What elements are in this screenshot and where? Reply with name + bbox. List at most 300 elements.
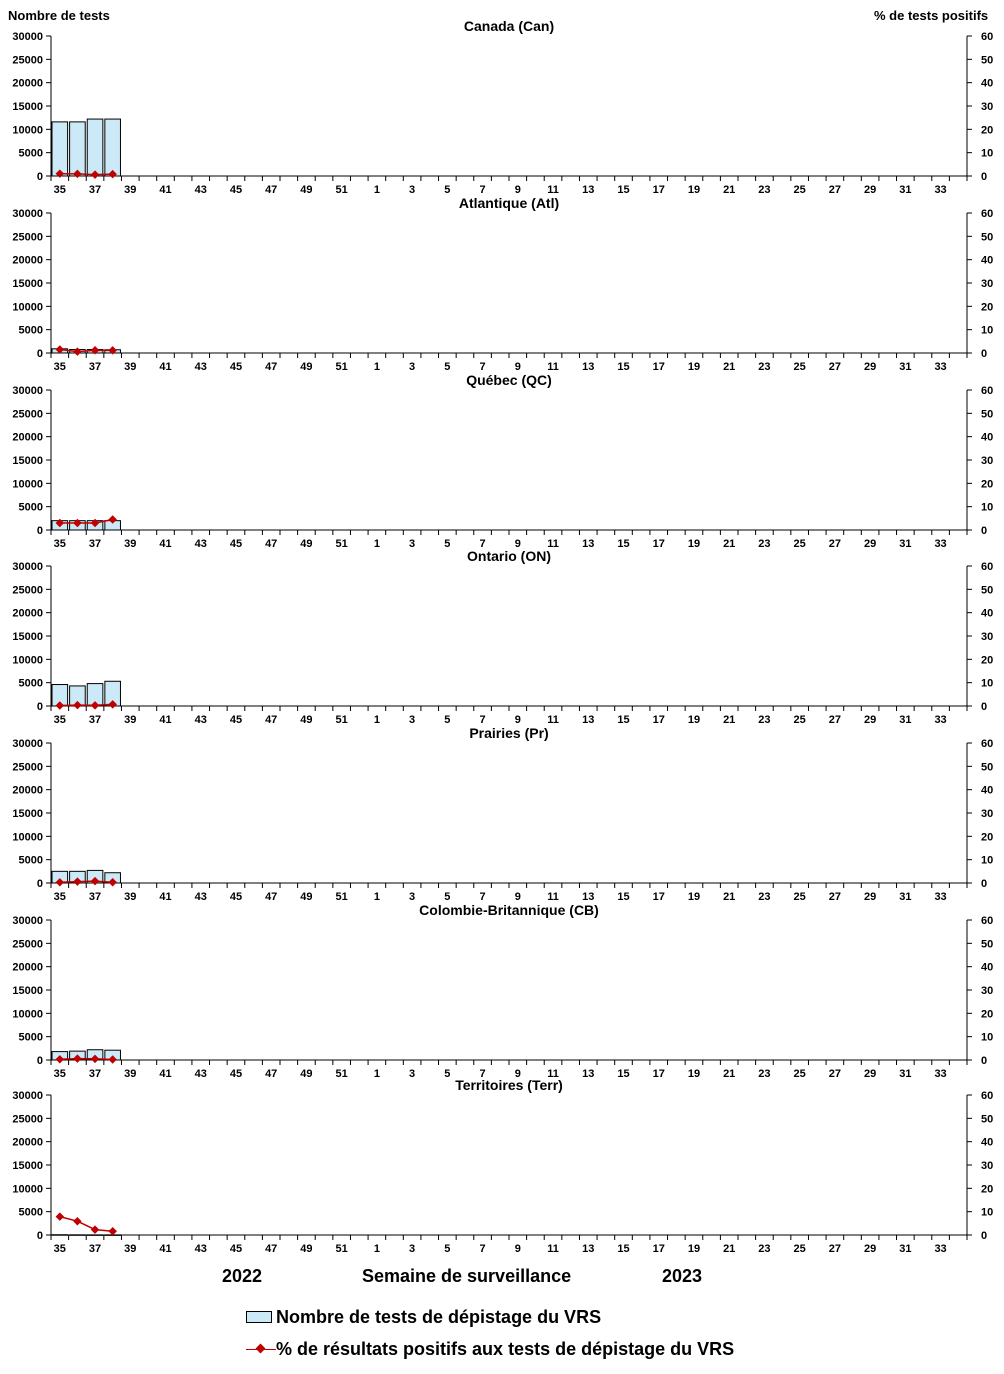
x-tick-label: 7 bbox=[479, 538, 486, 550]
y-right-tick-label: 60 bbox=[981, 208, 994, 220]
x-tick-label: 45 bbox=[229, 361, 243, 373]
x-tick-label: 23 bbox=[758, 1068, 771, 1080]
x-tick-label: 39 bbox=[124, 891, 137, 903]
y-left-tick-label: 30000 bbox=[12, 1090, 43, 1102]
x-tick-label: 5 bbox=[444, 538, 451, 550]
y-right-tick-label: 10 bbox=[981, 147, 994, 160]
y-right-tick-label: 20 bbox=[981, 301, 994, 314]
x-tick-label: 51 bbox=[335, 1243, 348, 1255]
y-right-tick-label: 60 bbox=[981, 385, 994, 397]
y-left-tick-label: 5000 bbox=[18, 854, 43, 867]
y-right-tick-label: 0 bbox=[981, 1230, 988, 1242]
x-tick-label: 9 bbox=[514, 891, 521, 903]
y-right-tick-label: 10 bbox=[981, 501, 994, 514]
x-tick-label: 25 bbox=[793, 891, 806, 903]
y-left-tick-label: 10000 bbox=[12, 1008, 43, 1021]
x-tick-label: 39 bbox=[124, 538, 137, 550]
panel-3 bbox=[12, 548, 993, 726]
y-right-tick-label: 40 bbox=[981, 254, 994, 267]
y-left-tick-label: 30000 bbox=[12, 915, 43, 927]
x-tick-label: 47 bbox=[265, 714, 278, 726]
x-tick-label: 17 bbox=[652, 184, 665, 196]
x-tick-label: 15 bbox=[617, 891, 630, 903]
x-tick-label: 43 bbox=[194, 891, 207, 903]
x-tick-label: 15 bbox=[617, 714, 630, 726]
x-tick-label: 25 bbox=[793, 1243, 806, 1255]
positivity-line bbox=[60, 1217, 113, 1232]
legend bbox=[246, 1304, 734, 1368]
x-tick-label: 13 bbox=[582, 714, 595, 726]
y-left-tick-label: 15000 bbox=[12, 985, 43, 997]
x-tick-label: 7 bbox=[479, 714, 486, 726]
x-tick-label: 5 bbox=[444, 714, 451, 726]
y-right-tick-label: 60 bbox=[981, 738, 994, 750]
x-tick-label: 45 bbox=[229, 714, 243, 726]
y-left-tick-label: 30000 bbox=[12, 31, 43, 43]
x-tick-label: 35 bbox=[53, 891, 66, 903]
panel-title: Ontario (ON) bbox=[467, 548, 551, 564]
y-left-tick-label: 15000 bbox=[12, 278, 43, 290]
x-tick-label: 13 bbox=[582, 538, 595, 550]
positivity-line bbox=[60, 1059, 113, 1060]
x-tick-label: 43 bbox=[194, 1243, 207, 1255]
x-tick-label: 19 bbox=[687, 184, 701, 196]
x-tick-label: 17 bbox=[652, 1243, 665, 1255]
x-tick-label: 13 bbox=[582, 361, 595, 373]
x-tick-label: 13 bbox=[582, 184, 595, 196]
year-2022-label: 2022 bbox=[222, 1266, 263, 1286]
panel-title: Territoires (Terr) bbox=[455, 1077, 563, 1093]
y-left-tick-label: 25000 bbox=[12, 231, 43, 244]
bar bbox=[70, 122, 86, 176]
x-tick-label: 37 bbox=[88, 538, 102, 550]
y-right-tick-label: 40 bbox=[981, 77, 994, 90]
y-right-tick-label: 10 bbox=[981, 677, 994, 690]
x-tick-label: 25 bbox=[793, 714, 806, 726]
panel-title: Atlantique (Atl) bbox=[458, 195, 560, 211]
x-tick-label: 11 bbox=[547, 714, 559, 726]
y-left-tick-label: 15000 bbox=[12, 1160, 43, 1172]
x-tick-label: 3 bbox=[409, 538, 416, 550]
x-tick-label: 25 bbox=[793, 361, 806, 373]
x-tick-label: 21 bbox=[723, 538, 736, 550]
x-tick-label: 23 bbox=[758, 1243, 771, 1255]
x-tick-label: 11 bbox=[547, 891, 559, 903]
positivity-point bbox=[108, 1227, 116, 1235]
x-tick-label: 51 bbox=[335, 361, 348, 373]
x-tick-label: 17 bbox=[652, 714, 665, 726]
positivity-point bbox=[91, 1225, 99, 1233]
panel-title: Québec (QC) bbox=[466, 372, 552, 388]
x-tick-label: 7 bbox=[479, 1243, 486, 1255]
x-tick-label: 11 bbox=[547, 1068, 559, 1080]
x-tick-label: 11 bbox=[547, 184, 559, 196]
y-right-tick-label: 60 bbox=[981, 915, 994, 927]
x-tick-label: 51 bbox=[335, 1068, 348, 1080]
x-tick-label: 35 bbox=[53, 538, 66, 550]
x-tick-label: 37 bbox=[88, 361, 102, 373]
x-tick-label: 5 bbox=[444, 891, 451, 903]
y-right-tick-label: 0 bbox=[981, 878, 988, 890]
y-right-tick-label: 30 bbox=[981, 101, 994, 113]
y-right-tick-label: 0 bbox=[981, 348, 988, 360]
y-left-tick-label: 5000 bbox=[18, 324, 43, 337]
x-tick-label: 13 bbox=[582, 1243, 595, 1255]
y-right-tick-label: 20 bbox=[981, 1008, 994, 1021]
x-tick-label: 29 bbox=[863, 361, 877, 373]
x-tick-label: 17 bbox=[652, 1068, 665, 1080]
y-left-tick-label: 15000 bbox=[12, 455, 43, 467]
x-tick-label: 11 bbox=[547, 538, 559, 550]
x-tick-label: 1 bbox=[373, 1068, 380, 1080]
panel-title: Colombie-Britannique (CB) bbox=[419, 902, 599, 918]
y-right-tick-label: 50 bbox=[981, 584, 994, 597]
x-tick-label: 47 bbox=[265, 891, 278, 903]
y-right-tick-label: 0 bbox=[981, 1055, 988, 1067]
y-right-tick-label: 50 bbox=[981, 408, 994, 421]
x-tick-label: 15 bbox=[617, 361, 630, 373]
x-tick-label: 31 bbox=[899, 361, 912, 373]
x-tick-label: 27 bbox=[828, 1068, 842, 1080]
x-tick-label: 47 bbox=[265, 184, 278, 196]
y-left-tick-label: 5000 bbox=[18, 1031, 43, 1044]
x-tick-label: 49 bbox=[300, 1243, 313, 1255]
x-tick-label: 51 bbox=[335, 184, 348, 196]
x-tick-label: 19 bbox=[687, 1068, 701, 1080]
panel-0 bbox=[12, 18, 993, 196]
x-tick-label: 21 bbox=[723, 184, 736, 196]
x-tick-label: 3 bbox=[409, 714, 416, 726]
y-right-tick-label: 20 bbox=[981, 1183, 994, 1196]
y-left-tick-label: 5000 bbox=[18, 147, 43, 160]
y-left-tick-label: 0 bbox=[36, 525, 43, 537]
y-right-tick-label: 60 bbox=[981, 31, 994, 43]
y-left-tick-label: 0 bbox=[36, 171, 43, 183]
x-tick-label: 19 bbox=[687, 891, 701, 903]
y-right-tick-label: 50 bbox=[981, 761, 994, 774]
x-tick-label: 17 bbox=[652, 538, 665, 550]
bar bbox=[52, 122, 68, 176]
positivity-point bbox=[73, 1217, 81, 1225]
x-tick-label: 35 bbox=[53, 714, 66, 726]
x-tick-label: 29 bbox=[863, 184, 877, 196]
positivity-line bbox=[60, 174, 113, 175]
bar bbox=[87, 119, 103, 176]
x-tick-label: 23 bbox=[758, 891, 771, 903]
panel-5 bbox=[12, 902, 993, 1080]
y-left-tick-label: 20000 bbox=[12, 607, 43, 620]
y-left-tick-label: 5000 bbox=[18, 501, 43, 514]
x-tick-label: 41 bbox=[159, 714, 172, 726]
y-left-tick-label: 10000 bbox=[12, 301, 43, 314]
x-tick-label: 49 bbox=[300, 891, 313, 903]
x-tick-label: 49 bbox=[300, 184, 313, 196]
y-left-tick-label: 10000 bbox=[12, 831, 43, 844]
x-tick-label: 29 bbox=[863, 1243, 877, 1255]
x-tick-label: 21 bbox=[723, 1243, 736, 1255]
x-tick-label: 1 bbox=[373, 184, 380, 196]
x-tick-label: 35 bbox=[53, 1068, 66, 1080]
x-tick-label: 47 bbox=[265, 361, 278, 373]
x-tick-label: 5 bbox=[444, 361, 451, 373]
y-left-tick-label: 20000 bbox=[12, 784, 43, 797]
x-tick-label: 31 bbox=[899, 184, 912, 196]
x-tick-label: 49 bbox=[300, 538, 313, 550]
x-tick-label: 51 bbox=[335, 714, 348, 726]
x-tick-label: 45 bbox=[229, 1243, 243, 1255]
x-tick-label: 39 bbox=[124, 361, 137, 373]
y-left-tick-label: 25000 bbox=[12, 1113, 43, 1126]
x-tick-label: 41 bbox=[159, 184, 172, 196]
y-left-tick-label: 20000 bbox=[12, 961, 43, 974]
y-right-tick-label: 40 bbox=[981, 784, 994, 797]
y-right-tick-label: 20 bbox=[981, 654, 994, 667]
x-tick-label: 3 bbox=[409, 1243, 416, 1255]
x-tick-label: 45 bbox=[229, 1068, 243, 1080]
x-tick-label: 29 bbox=[863, 714, 877, 726]
x-tick-label: 29 bbox=[863, 891, 877, 903]
x-tick-label: 31 bbox=[899, 714, 912, 726]
x-tick-label: 23 bbox=[758, 538, 771, 550]
y-right-tick-label: 30 bbox=[981, 455, 994, 467]
x-tick-label: 25 bbox=[793, 538, 806, 550]
y-right-tick-label: 50 bbox=[981, 231, 994, 244]
y-right-tick-label: 60 bbox=[981, 1090, 994, 1102]
x-tick-label: 31 bbox=[899, 891, 912, 903]
x-tick-label: 23 bbox=[758, 361, 771, 373]
y-right-tick-label: 30 bbox=[981, 985, 994, 997]
y-left-tick-label: 10000 bbox=[12, 478, 43, 491]
x-tick-label: 17 bbox=[652, 891, 665, 903]
y-left-tick-label: 30000 bbox=[12, 738, 43, 750]
x-tick-label: 9 bbox=[514, 184, 521, 196]
y-left-tick-label: 20000 bbox=[12, 77, 43, 90]
x-tick-label: 9 bbox=[514, 714, 521, 726]
y-left-axis-label: Nombre de tests bbox=[8, 8, 110, 23]
y-right-tick-label: 60 bbox=[981, 561, 994, 573]
y-left-tick-label: 25000 bbox=[12, 408, 43, 421]
x-tick-label: 47 bbox=[265, 1068, 278, 1080]
x-tick-label: 51 bbox=[335, 891, 348, 903]
x-tick-label: 39 bbox=[124, 714, 137, 726]
x-tick-label: 5 bbox=[444, 1243, 451, 1255]
legend-line-label: % de résultats positifs aux tests de dépistage du VRS bbox=[276, 1338, 735, 1359]
x-tick-label: 7 bbox=[479, 891, 486, 903]
y-right-tick-label: 0 bbox=[981, 171, 988, 183]
x-tick-label: 41 bbox=[159, 361, 172, 373]
x-tick-label: 7 bbox=[479, 1068, 486, 1080]
x-tick-label: 21 bbox=[723, 1068, 736, 1080]
y-left-tick-label: 15000 bbox=[12, 808, 43, 820]
y-left-tick-label: 10000 bbox=[12, 1183, 43, 1196]
y-left-tick-label: 20000 bbox=[12, 431, 43, 444]
y-right-tick-label: 50 bbox=[981, 1113, 994, 1126]
x-tick-label: 39 bbox=[124, 1243, 137, 1255]
y-left-tick-label: 15000 bbox=[12, 631, 43, 643]
x-tick-label: 37 bbox=[88, 184, 102, 196]
x-tick-label: 21 bbox=[723, 891, 736, 903]
x-tick-label: 1 bbox=[373, 1243, 380, 1255]
x-tick-label: 19 bbox=[687, 538, 701, 550]
x-tick-label: 27 bbox=[828, 1243, 842, 1255]
y-left-tick-label: 15000 bbox=[12, 101, 43, 113]
x-tick-label: 5 bbox=[444, 1068, 451, 1080]
y-right-tick-label: 40 bbox=[981, 961, 994, 974]
x-tick-label: 33 bbox=[934, 714, 947, 726]
y-right-tick-label: 20 bbox=[981, 831, 994, 844]
y-right-tick-label: 10 bbox=[981, 1206, 994, 1219]
x-tick-label: 31 bbox=[899, 1243, 912, 1255]
y-left-tick-label: 25000 bbox=[12, 761, 43, 774]
x-tick-label: 27 bbox=[828, 714, 842, 726]
x-tick-label: 13 bbox=[582, 1068, 595, 1080]
x-tick-label: 9 bbox=[514, 1243, 521, 1255]
y-left-tick-label: 5000 bbox=[18, 1206, 43, 1219]
y-left-tick-label: 20000 bbox=[12, 1136, 43, 1149]
panel-2 bbox=[12, 372, 993, 550]
x-tick-label: 3 bbox=[409, 361, 416, 373]
x-tick-label: 51 bbox=[335, 538, 348, 550]
x-tick-label: 37 bbox=[88, 714, 102, 726]
y-right-tick-label: 10 bbox=[981, 324, 994, 337]
x-tick-label: 15 bbox=[617, 538, 630, 550]
y-right-tick-label: 40 bbox=[981, 431, 994, 444]
y-right-axis-label: % de tests positifs bbox=[874, 8, 989, 23]
x-tick-label: 15 bbox=[617, 184, 630, 196]
x-tick-label: 25 bbox=[793, 1068, 806, 1080]
y-left-tick-label: 30000 bbox=[12, 385, 43, 397]
x-tick-label: 27 bbox=[828, 891, 842, 903]
x-tick-label: 37 bbox=[88, 1243, 102, 1255]
x-tick-label: 3 bbox=[409, 1068, 416, 1080]
panel-6 bbox=[12, 1077, 993, 1255]
x-tick-label: 29 bbox=[863, 1068, 877, 1080]
x-tick-label: 37 bbox=[88, 891, 102, 903]
y-right-tick-label: 30 bbox=[981, 631, 994, 643]
y-right-tick-label: 40 bbox=[981, 607, 994, 620]
y-left-tick-label: 20000 bbox=[12, 254, 43, 267]
x-tick-label: 47 bbox=[265, 1243, 278, 1255]
x-tick-label: 19 bbox=[687, 361, 701, 373]
x-tick-label: 25 bbox=[793, 184, 806, 196]
x-tick-label: 31 bbox=[899, 538, 912, 550]
x-tick-label: 21 bbox=[723, 714, 736, 726]
y-left-tick-label: 25000 bbox=[12, 584, 43, 597]
x-tick-label: 49 bbox=[300, 714, 313, 726]
x-tick-label: 33 bbox=[934, 1243, 947, 1255]
y-right-tick-label: 10 bbox=[981, 854, 994, 867]
y-right-tick-label: 30 bbox=[981, 278, 994, 290]
y-right-tick-label: 20 bbox=[981, 478, 994, 491]
x-tick-label: 49 bbox=[300, 1068, 313, 1080]
x-tick-label: 45 bbox=[229, 891, 243, 903]
x-tick-label: 15 bbox=[617, 1068, 630, 1080]
x-tick-label: 43 bbox=[194, 1068, 207, 1080]
x-tick-label: 27 bbox=[828, 184, 842, 196]
x-tick-label: 47 bbox=[265, 538, 278, 550]
panel-title: Prairies (Pr) bbox=[469, 725, 549, 741]
x-axis-label: Semaine de surveillance bbox=[362, 1266, 572, 1286]
x-tick-label: 15 bbox=[617, 1243, 630, 1255]
x-tick-label: 1 bbox=[373, 538, 380, 550]
year-2023-label: 2023 bbox=[662, 1266, 703, 1286]
x-tick-label: 43 bbox=[194, 714, 207, 726]
x-tick-label: 37 bbox=[88, 1068, 102, 1080]
y-right-tick-label: 30 bbox=[981, 808, 994, 820]
y-left-tick-label: 5000 bbox=[18, 677, 43, 690]
x-tick-label: 7 bbox=[479, 184, 486, 196]
y-right-tick-label: 20 bbox=[981, 124, 994, 137]
panel-1 bbox=[12, 195, 993, 373]
x-tick-label: 35 bbox=[53, 184, 66, 196]
x-tick-label: 33 bbox=[934, 891, 947, 903]
x-tick-label: 41 bbox=[159, 1243, 172, 1255]
y-left-tick-label: 30000 bbox=[12, 208, 43, 220]
positivity-point bbox=[56, 1212, 64, 1220]
x-tick-label: 35 bbox=[53, 1243, 66, 1255]
x-tick-label: 35 bbox=[53, 361, 66, 373]
legend-item-bars bbox=[246, 1304, 734, 1330]
x-tick-label: 11 bbox=[547, 361, 559, 373]
x-tick-label: 33 bbox=[934, 1068, 947, 1080]
y-right-tick-label: 50 bbox=[981, 938, 994, 951]
x-tick-label: 9 bbox=[514, 361, 521, 373]
x-tick-label: 11 bbox=[547, 1243, 559, 1255]
x-tick-label: 3 bbox=[409, 891, 416, 903]
x-tick-label: 23 bbox=[758, 184, 771, 196]
positivity-point bbox=[73, 347, 81, 355]
legend-line-swatch bbox=[246, 1343, 276, 1355]
x-tick-label: 1 bbox=[373, 361, 380, 373]
y-right-tick-label: 30 bbox=[981, 1160, 994, 1172]
bar bbox=[105, 119, 121, 176]
x-tick-label: 33 bbox=[934, 184, 947, 196]
x-tick-label: 31 bbox=[899, 1068, 912, 1080]
x-tick-label: 23 bbox=[758, 714, 771, 726]
y-left-tick-label: 10000 bbox=[12, 124, 43, 137]
positivity-line bbox=[60, 881, 113, 882]
legend-bar-swatch bbox=[246, 1311, 272, 1323]
y-right-tick-label: 10 bbox=[981, 1031, 994, 1044]
x-tick-label: 13 bbox=[582, 891, 595, 903]
x-tick-label: 3 bbox=[409, 184, 416, 196]
x-tick-label: 29 bbox=[863, 538, 877, 550]
x-tick-label: 45 bbox=[229, 538, 243, 550]
x-tick-label: 45 bbox=[229, 184, 243, 196]
x-tick-label: 43 bbox=[194, 184, 207, 196]
y-left-tick-label: 0 bbox=[36, 1055, 43, 1067]
x-tick-label: 39 bbox=[124, 1068, 137, 1080]
x-tick-label: 19 bbox=[687, 1243, 701, 1255]
y-left-tick-label: 0 bbox=[36, 348, 43, 360]
y-left-tick-label: 0 bbox=[36, 1230, 43, 1242]
y-left-tick-label: 10000 bbox=[12, 654, 43, 667]
x-tick-label: 41 bbox=[159, 891, 172, 903]
x-tick-label: 43 bbox=[194, 361, 207, 373]
x-tick-label: 7 bbox=[479, 361, 486, 373]
x-tick-label: 27 bbox=[828, 361, 842, 373]
panel-title: Canada (Can) bbox=[463, 18, 555, 34]
legend-bars-label: Nombre de tests de dépistage du VRS bbox=[276, 1306, 602, 1327]
y-right-tick-label: 50 bbox=[981, 54, 994, 67]
x-tick-label: 33 bbox=[934, 361, 947, 373]
x-tick-label: 9 bbox=[514, 538, 521, 550]
x-tick-label: 17 bbox=[652, 361, 665, 373]
y-right-tick-label: 40 bbox=[981, 1136, 994, 1149]
y-left-tick-label: 30000 bbox=[12, 561, 43, 573]
x-tick-label: 1 bbox=[373, 891, 380, 903]
x-tick-label: 19 bbox=[687, 714, 701, 726]
